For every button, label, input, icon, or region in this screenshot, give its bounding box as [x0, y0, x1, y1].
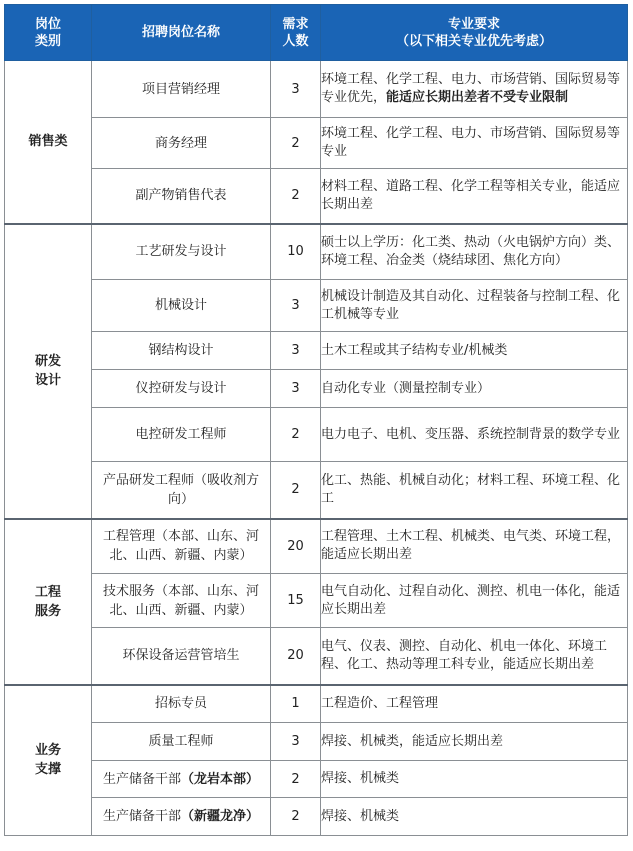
position-name: 电控研发工程师	[92, 408, 271, 462]
requirement: 化工、热能、机械自动化；材料工程、环境工程、化 工	[321, 462, 628, 519]
headcount: 3	[271, 61, 321, 118]
position-name: 仪控研发与设计	[92, 370, 271, 408]
category-cell: 销售类	[5, 61, 92, 224]
position-name: 生产储备干部（龙岩本部）	[92, 761, 271, 798]
requirement: 机械设计制造及其自动化、过程装备与控制工程、化 工机械等专业	[321, 280, 628, 332]
headcount: 2	[271, 798, 321, 836]
table-row	[5, 169, 628, 224]
table-row	[5, 408, 628, 462]
position-name: 产品研发工程师（吸收剂方 向）	[92, 462, 271, 519]
headcount: 2	[271, 118, 321, 169]
requirement: 工程管理、土木工程、机械类、电气类、环境工程， 能适应长期出差	[321, 519, 628, 574]
table-row	[5, 519, 628, 574]
requirement: 环境工程、化学工程、电力、市场营销、国际贸易等 专业优先，能适应长期出差者不受专业限制	[321, 61, 628, 118]
requirement: 环境工程、化学工程、电力、市场营销、国际贸易等 专业	[321, 118, 628, 169]
header-row	[5, 5, 628, 61]
position-name: 招标专员	[92, 685, 271, 723]
headcount: 1	[271, 685, 321, 723]
position-name: 商务经理	[92, 118, 271, 169]
requirement: 自动化专业（测量控制专业）	[321, 370, 628, 408]
position-name: 钢结构设计	[92, 332, 271, 370]
table-row	[5, 224, 628, 280]
position-name: 机械设计	[92, 280, 271, 332]
headcount: 3	[271, 370, 321, 408]
headcount: 20	[271, 519, 321, 574]
position-name: 质量工程师	[92, 723, 271, 761]
table-row	[5, 332, 628, 370]
position-name: 工程管理（本部、山东、河 北、山西、新疆、内蒙）	[92, 519, 271, 574]
position-name: 生产储备干部（新疆龙净）	[92, 798, 271, 836]
requirement: 电气、仪表、测控、自动化、机电一体化、环境工 程、化工、热动等理工科专业，能适应长期出差	[321, 628, 628, 685]
position-name: 项目营销经理	[92, 61, 271, 118]
category-cell: 研发 设计	[5, 224, 92, 519]
header-position: 招聘岗位名称	[92, 5, 271, 61]
requirement: 土木工程或其子结构专业/机械类	[321, 332, 628, 370]
header-count: 需求 人数	[271, 5, 321, 61]
table-row	[5, 628, 628, 685]
requirement: 焊接、机械类	[321, 798, 628, 836]
category-cell: 业务 支撑	[5, 685, 92, 836]
position-name: 技术服务（本部、山东、河 北、山西、新疆、内蒙）	[92, 574, 271, 628]
table-row	[5, 370, 628, 408]
headcount: 3	[271, 723, 321, 761]
table-row	[5, 685, 628, 723]
requirement: 工程造价、工程管理	[321, 685, 628, 723]
headcount: 10	[271, 224, 321, 280]
headcount: 2	[271, 761, 321, 798]
position-name: 工艺研发与设计	[92, 224, 271, 280]
category-cell: 工程 服务	[5, 519, 92, 685]
recruitment-table	[4, 4, 628, 836]
table-row	[5, 723, 628, 761]
table-row	[5, 280, 628, 332]
table-row	[5, 798, 628, 836]
table-row	[5, 118, 628, 169]
table-row	[5, 574, 628, 628]
headcount: 15	[271, 574, 321, 628]
requirement: 焊接、机械类，能适应长期出差	[321, 723, 628, 761]
table-row	[5, 61, 628, 118]
requirement: 材料工程、道路工程、化学工程等相关专业，能适应 长期出差	[321, 169, 628, 224]
headcount: 2	[271, 408, 321, 462]
headcount: 2	[271, 169, 321, 224]
position-name: 环保设备运营管培生	[92, 628, 271, 685]
table-row	[5, 761, 628, 798]
requirement: 硕士以上学历：化工类、热动（火电锅炉方向）类、 环境工程、冶金类（烧结球团、焦化方向）	[321, 224, 628, 280]
requirement: 焊接、机械类	[321, 761, 628, 798]
header-requirement: 专业要求 （以下相关专业优先考虑）	[321, 5, 628, 61]
position-name: 副产物销售代表	[92, 169, 271, 224]
requirement: 电力电子、电机、变压器、系统控制背景的数学专业	[321, 408, 628, 462]
table-row	[5, 462, 628, 519]
header-category: 岗位 类别	[5, 5, 92, 61]
headcount: 3	[271, 332, 321, 370]
headcount: 3	[271, 280, 321, 332]
headcount: 20	[271, 628, 321, 685]
requirement: 电气自动化、过程自动化、测控、机电一体化，能适 应长期出差	[321, 574, 628, 628]
headcount: 2	[271, 462, 321, 519]
